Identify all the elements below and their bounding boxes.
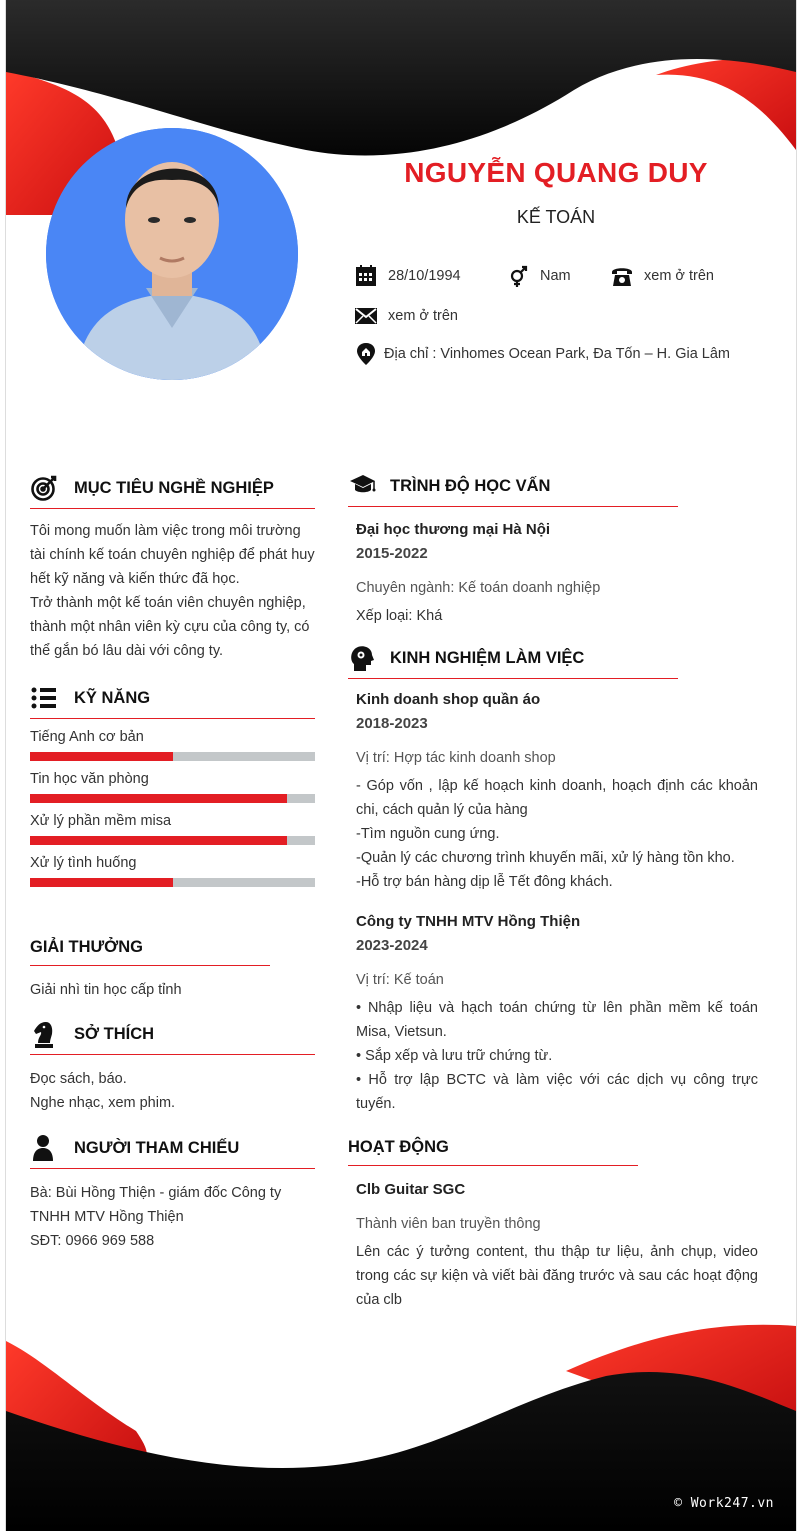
- target-icon: [30, 474, 58, 502]
- activities-section: [348, 1138, 638, 1166]
- experience-title: KINH NGHIỆM LÀM VIỆC: [390, 648, 585, 667]
- skills-header: [30, 684, 315, 719]
- job-2: [356, 910, 758, 1116]
- hobbies-header: [30, 1020, 315, 1055]
- job-1: [356, 688, 758, 894]
- job-company: Kinh doanh shop quần áo: [356, 691, 541, 708]
- objective-section: [30, 474, 315, 663]
- gender-icon: [506, 264, 530, 288]
- job-position: Vị trí: Kế toán: [356, 972, 444, 988]
- awards-text: Giải nhì tin học cấp tỉnh: [30, 982, 182, 998]
- job-duties: [356, 774, 758, 894]
- list-icon: [30, 684, 58, 712]
- education-body: [356, 518, 766, 628]
- objective-line: thành một nhân viên kỳ cựu của công ty, có: [30, 619, 310, 635]
- activities-title: HOẠT ĐỘNG: [348, 1138, 449, 1156]
- hobby-line: Nghe nhạc, xem phim.: [30, 1095, 176, 1111]
- activity-item: [356, 1178, 758, 1312]
- job-duty: • Hỗ trợ lập BCTC và làm việc với các dịch vụ công trực tuyến.: [356, 1072, 758, 1112]
- job-years: 2023-2024: [356, 937, 428, 954]
- phone-info: [610, 264, 714, 288]
- education-title: TRÌNH ĐỘ HỌC VẤN: [390, 476, 551, 495]
- calendar-icon: [354, 264, 378, 288]
- head-gears-icon: [348, 644, 376, 672]
- skill-bar: [30, 836, 315, 845]
- objective-line: thể gắn bó lâu dài với công ty.: [30, 643, 224, 659]
- hobby-line: Đọc sách, báo.: [30, 1071, 127, 1087]
- skills-title: KỸ NĂNG: [74, 688, 151, 707]
- objective-line: Tôi mong muốn làm việc trong môi trường: [30, 523, 301, 539]
- resume-page: [5, 0, 797, 1531]
- activity-org: Clb Guitar SGC: [356, 1181, 466, 1198]
- hobbies-text: [30, 1067, 315, 1115]
- objective-title: MỤC TIÊU NGHỀ NGHIỆP: [74, 478, 274, 497]
- skill-bar: [30, 878, 315, 887]
- reference-line: TNHH MTV Hồng Thiện: [30, 1209, 184, 1225]
- job-years: 2018-2023: [356, 715, 428, 732]
- skill-bar-fill: [30, 836, 287, 845]
- activities-header: [348, 1138, 638, 1166]
- skill-label: Tiếng Anh cơ bản: [30, 729, 144, 745]
- experience-section: [348, 644, 678, 679]
- phone-icon: [610, 264, 634, 288]
- awards-header: [30, 938, 270, 966]
- skill-label: Xử lý tình huống: [30, 855, 137, 871]
- birthday-value: 28/10/1994: [388, 268, 461, 284]
- job-duty: • Nhập liệu và hạch toán chứng từ lên phần mềm kế toán Misa, Vietsun.: [356, 1000, 758, 1040]
- skill-bar-fill: [30, 794, 287, 803]
- job-duty: -Hỗ trợ bán hàng dịp lễ Tết đông khách.: [356, 874, 613, 890]
- skill-bar: [30, 794, 315, 803]
- email-value: xem ở trên: [388, 308, 458, 324]
- profile-photo: [46, 128, 298, 380]
- objective-text: [30, 519, 315, 663]
- objective-line: tài chính kế toán chuyên nghiệp để phát huy: [30, 547, 315, 563]
- awards-title: GIẢI THƯỞNG: [30, 938, 144, 956]
- job-position: Vị trí: Hợp tác kinh doanh shop: [356, 750, 556, 766]
- candidate-title: KẾ TOÁN: [516, 207, 596, 227]
- skill-label: Tin học văn phòng: [30, 771, 149, 787]
- chess-knight-icon: [30, 1020, 58, 1048]
- phone-value: xem ở trên: [644, 268, 714, 284]
- education-grade: Xếp loại: Khá: [356, 608, 443, 624]
- skill-bar: [30, 752, 315, 761]
- school-name: Đại học thương mại Hà Nội: [356, 521, 551, 538]
- candidate-name: NGUYỄN QUANG DUY: [404, 157, 708, 188]
- skills-section: [30, 684, 315, 887]
- references-header: [30, 1134, 315, 1169]
- education-header: [348, 472, 678, 507]
- skill-label: Xử lý phần mềm misa: [30, 813, 172, 829]
- references-title: NGƯỜI THAM CHIẾU: [74, 1138, 240, 1157]
- objective-line: Trở thành một kế toán viên chuyên nghiệp,: [30, 595, 306, 611]
- awards-section: [30, 938, 270, 1002]
- skills-list: [30, 729, 315, 887]
- education-section: [348, 472, 678, 507]
- reference-line: SĐT: 0966 969 588: [30, 1233, 155, 1249]
- skill-bar-fill: [30, 878, 173, 887]
- job-company: Công ty TNHH MTV Hồng Thiện: [356, 913, 581, 930]
- watermark: © Work247.vn: [674, 1496, 774, 1511]
- email-info: [354, 304, 458, 328]
- experience-header: [348, 644, 678, 679]
- skill-bar-fill: [30, 752, 173, 761]
- activity-desc: Lên các ý tưởng content, thu thập tư liệu, ảnh chụp, video trong các sự kiện và viết bài đăng trước và sau các hoạt động của clb: [356, 1244, 758, 1308]
- graduation-cap-icon: [348, 472, 376, 500]
- job-duty: • Sắp xếp và lưu trữ chứng từ.: [356, 1048, 553, 1064]
- person-silhouette-icon: [46, 128, 298, 380]
- address-info: [354, 342, 730, 366]
- gender-value: Nam: [540, 268, 571, 284]
- job-duty: - Góp vốn , lập kế hoạch kinh doanh, hoạch định các khoản chi, cách quản lý của hàng: [356, 778, 758, 818]
- objective-header: [30, 474, 315, 509]
- address-value: Địa chỉ : Vinhomes Ocean Park, Đa Tốn – H. Gia Lâm: [384, 346, 731, 362]
- job-duties: [356, 996, 758, 1116]
- education-years: 2015-2022: [356, 545, 428, 562]
- reference-line: Bà: Bùi Hồng Thiện - giám đốc Công ty: [30, 1185, 282, 1201]
- job-duty: -Quản lý các chương trình khuyến mãi, xử lý hàng tồn kho.: [356, 850, 735, 866]
- job-duty: -Tìm nguồn cung ứng.: [356, 826, 500, 842]
- hobbies-section: [30, 1020, 315, 1115]
- hobbies-title: SỞ THÍCH: [74, 1024, 155, 1043]
- activity-role: Thành viên ban truyền thông: [356, 1216, 541, 1232]
- references-section: [30, 1134, 315, 1253]
- education-major: Chuyên ngành: Kế toán doanh nghiệp: [356, 580, 601, 596]
- location-pin-icon: [354, 342, 378, 366]
- envelope-icon: [354, 304, 378, 328]
- references-text: [30, 1181, 315, 1253]
- objective-line: hết kỹ năng và kiến thức đã học.: [30, 571, 240, 587]
- user-icon: [30, 1134, 58, 1162]
- gender-info: [506, 264, 571, 288]
- birthday-info: [354, 264, 461, 288]
